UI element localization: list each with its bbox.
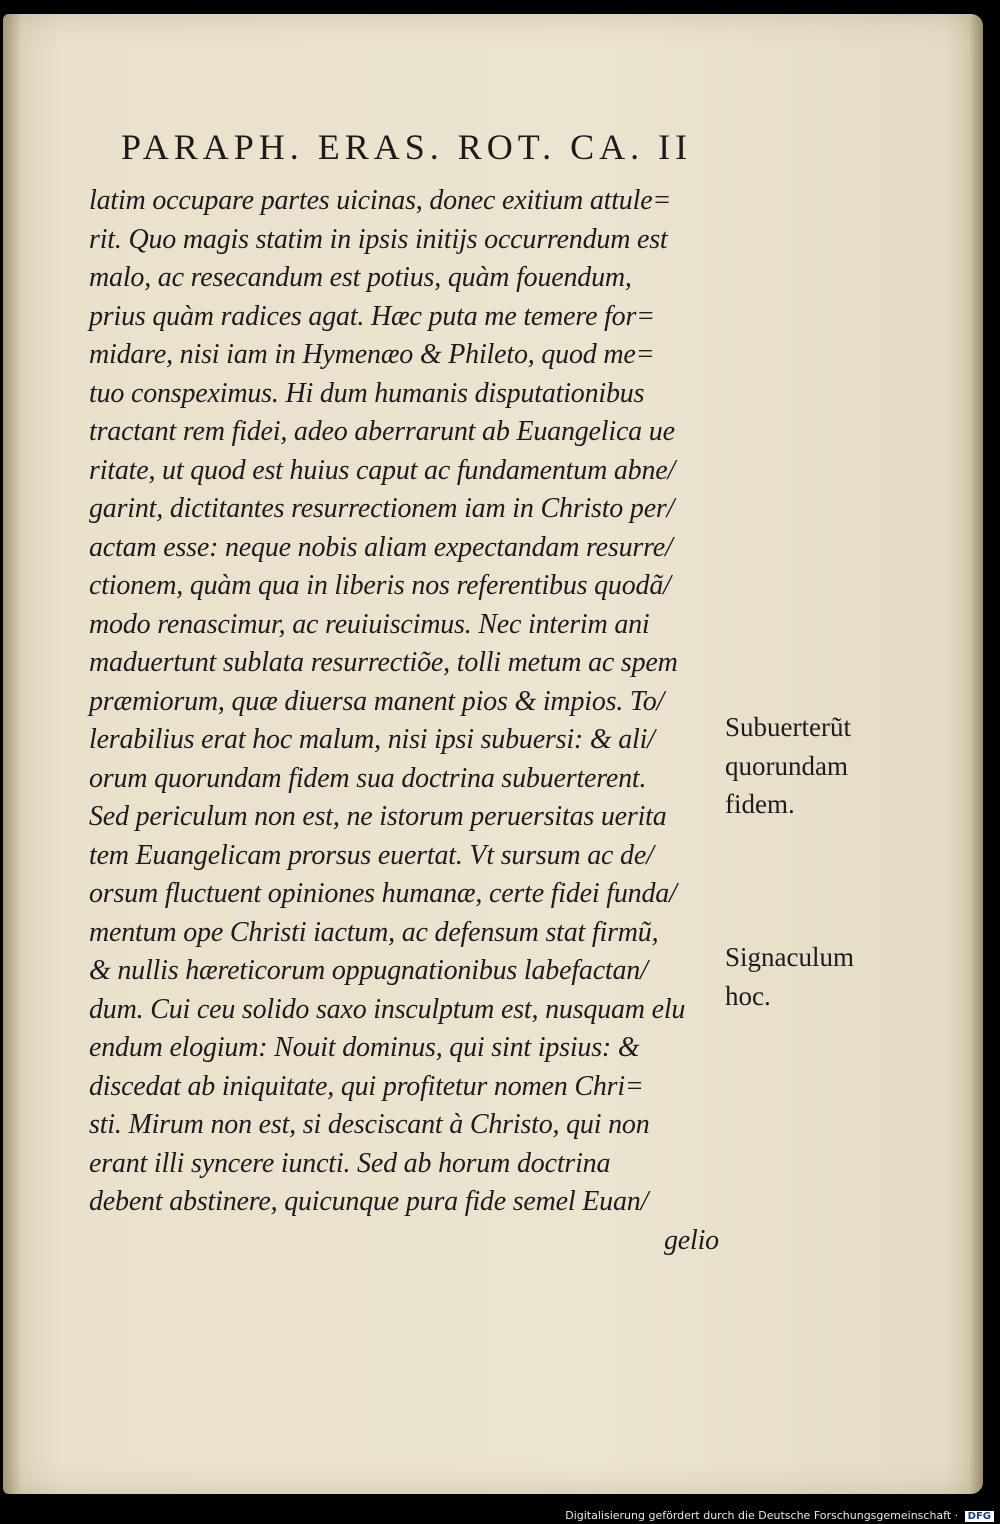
spine-shadow — [3, 14, 21, 1494]
text-line: orum quorundam fidem sua doctrina subuerterent. — [89, 762, 647, 794]
margin-note-signaculum — [725, 938, 885, 1015]
text-line: ritate, ut quod est huius caput ac fundamentum abne/ — [89, 454, 676, 486]
margin-note-subuerterunt — [725, 708, 885, 824]
text-line: lerabilius erat hoc malum, nisi ipsi subuersi: & ali/ — [89, 724, 655, 755]
digitization-credit — [565, 1509, 994, 1522]
text-line: erant illi syncere iuncti. Sed ab horum doctrina — [89, 1147, 611, 1179]
text-line: orsum fluctuent opiniones humanæ, certe fidei funda/ — [89, 878, 677, 909]
text-line: dum. Cui ceu solido saxo insculptum est, nusquam elu — [89, 993, 686, 1025]
margin-note-line: Subuerterũt — [725, 712, 851, 742]
text-line: ctionem, quàm qua in liberis nos referentibus quodã/ — [89, 570, 671, 601]
text-line: prius quàm radices agat. Hæc puta me temere for= — [89, 300, 655, 332]
margin-note-line: hoc. — [725, 980, 771, 1011]
text-line: modo renascimur, ac reuiuiscimus. Nec interim ani — [89, 608, 650, 640]
text-line: præmiorum, quæ diuersa manent pios & impios. To/ — [89, 685, 665, 717]
text-line: rit. Quo magis statim in ipsis initijs occurrendum est — [89, 223, 668, 255]
text-line: tractant rem fidei, adeo aberrarunt ab Euangelica ue — [89, 416, 675, 447]
margin-note-line: Signaculum — [725, 942, 854, 972]
text-line: debent abstinere, quicunque pura fide semel Euan/ — [89, 1186, 649, 1217]
text-line: tem Euangelicam prorsus euertat. Vt sursum ac de/ — [89, 839, 654, 871]
text-line: discedat ab iniquitate, qui profitetur nomen Chri= — [89, 1070, 644, 1102]
margin-note-line: fidem. — [725, 789, 795, 819]
dfg-logo: DFG — [965, 1511, 994, 1522]
text-line: malo, ac resecandum est potius, quàm fouendum, — [89, 262, 632, 293]
running-header: PARAPH. ERAS. ROT. CA. II — [121, 127, 693, 167]
text-line: endum elogium: Nouit dominus, qui sint ipsius: & — [89, 1032, 640, 1063]
credit-text: Digitalisierung gefördert durch die Deutsche Forschungsgemeinschaft · — [565, 1509, 959, 1522]
text-line: mentum ope Christi iactum, ac defensum stat firmũ, — [89, 916, 659, 948]
margin-note-line: quorundam — [725, 750, 848, 781]
text-line: midare, nisi iam in Hymenæo & Phileto, quod me= — [89, 339, 655, 370]
text-line: Sed periculum non est, ne istorum peruersitas uerita — [89, 801, 667, 832]
main-text-block — [89, 182, 719, 1260]
text-line: tuo conspeximus. Hi dum humanis disputationibus — [89, 377, 645, 409]
text-line: sti. Mirum non est, si desciscant à Christo, qui non — [89, 1109, 650, 1140]
text-line: latim occupare partes uicinas, donec exitium attule= — [89, 185, 672, 216]
catchword: gelio — [664, 1224, 719, 1256]
text-line: actam esse: neque nobis aliam expectandam resurre/ — [89, 531, 673, 563]
page-edge — [969, 14, 983, 1494]
text-line: garint, dictitantes resurrectionem iam in Christo per/ — [89, 493, 675, 524]
text-line: & nullis hæreticorum oppugnationibus labefactan/ — [89, 955, 648, 986]
book-page — [3, 14, 983, 1494]
text-line: maduertunt sublata resurrectiõe, tolli metum ac spem — [89, 647, 678, 678]
